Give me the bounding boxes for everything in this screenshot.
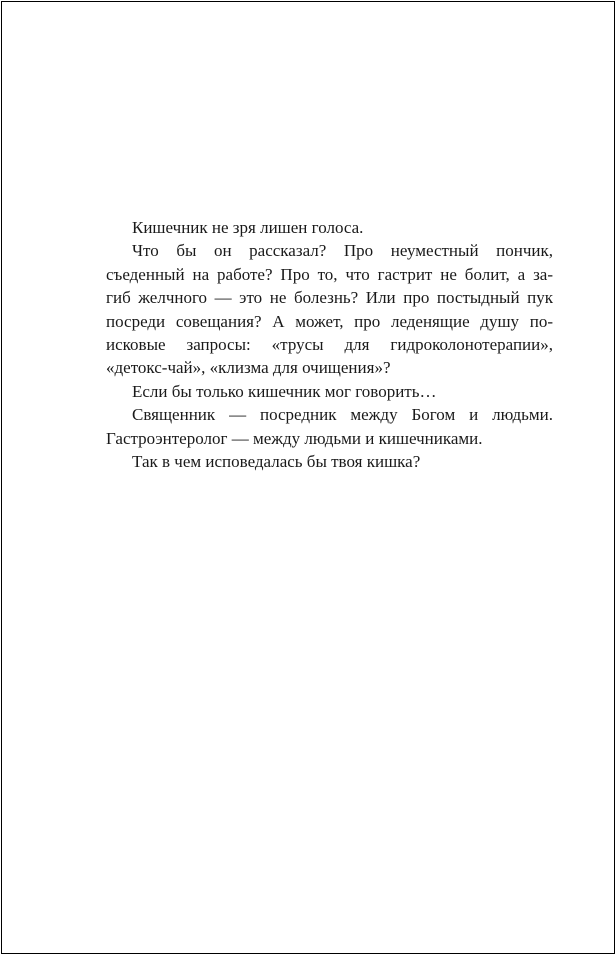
text-line-1: Кишечник не зря лишен голоса. (132, 218, 364, 237)
text-line-7: «детокс-чай», «клизма для очищения»? (106, 358, 391, 378)
text-line-6: исковые запросы: «трусы для гидроколонотерапии», (106, 334, 553, 354)
text-line-9: Священник — посредник между Богом и людьми. (132, 405, 553, 425)
body-text (106, 216, 553, 473)
text-line-8: Если бы только кишечник мог говорить… (132, 381, 437, 401)
text-line-4: гиб желчного — это не болезнь? Или про постыдный пук (106, 288, 553, 308)
text-line-11: Так в чем исповедалась бы твоя кишка? (132, 451, 421, 471)
text-line-2: Что бы он рассказал? Про неуместный пончик, (132, 241, 553, 261)
text-line-10: Гастроэнтеролог — между людьми и кишечниками. (106, 428, 483, 448)
text-line-3: съеденный на работе? Про то, что гастрит не болит, а за- (106, 264, 553, 284)
book-page (1, 1, 615, 954)
text-line-5: посреди совещания? А может, про леденящие душу по- (106, 311, 553, 331)
